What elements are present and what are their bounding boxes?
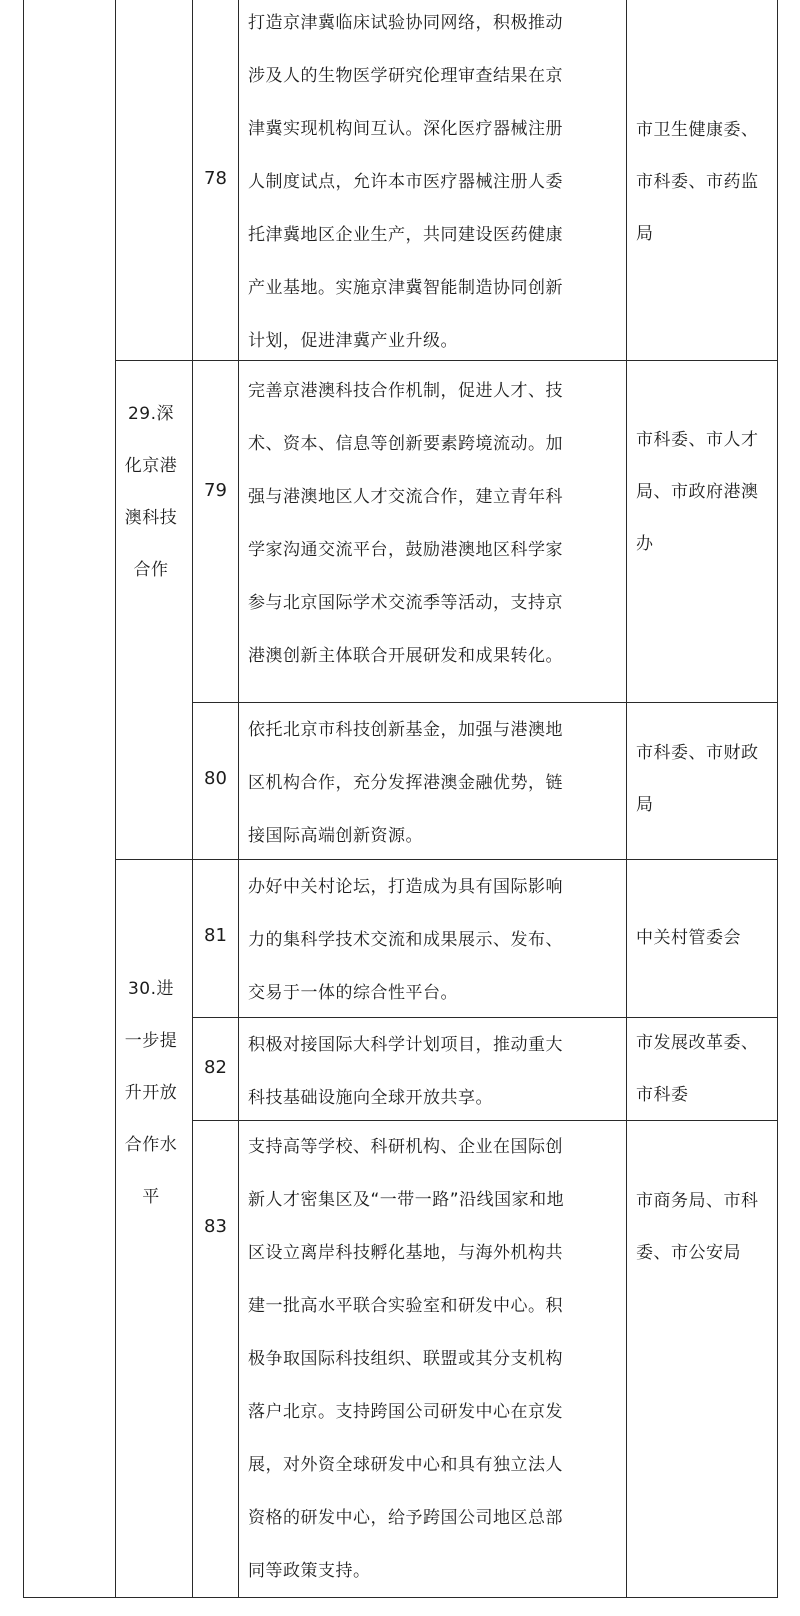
dept-line: 市卫生健康委、 [636, 120, 759, 140]
task-line: 接国际高端创新资源。 [248, 826, 423, 846]
dept-line: 市科委、市财政 [636, 743, 759, 763]
category-29 [116, 388, 186, 596]
number-column-left-rule [192, 0, 193, 1598]
category-line: 合作 [133, 560, 169, 580]
dept-line: 市科委 [636, 1085, 689, 1105]
task-line: 新人才密集区及“一带一路”沿线国家和地 [248, 1190, 565, 1210]
dept-line: 市发展改革委、 [636, 1033, 759, 1053]
task-cell-81 [246, 861, 610, 1020]
task-line: 完善京港澳科技合作机制，促进人才、技 [248, 381, 563, 401]
task-line: 区机构合作，充分发挥港澳金融优势，链 [248, 773, 563, 793]
task-line: 强与港澳地区人才交流合作，建立青年科 [248, 487, 563, 507]
task-line: 科技基础设施向全球开放共享。 [248, 1088, 493, 1108]
task-line: 学家沟通交流平台，鼓励港澳地区科学家 [248, 540, 563, 560]
dept-cell-81 [634, 912, 784, 964]
task-cell-82 [246, 1019, 610, 1125]
category-line: 29.深 [127, 404, 175, 424]
row-number-78: 78 [204, 168, 227, 189]
category-line: 合作水 [124, 1135, 178, 1155]
table-left-border [23, 0, 24, 1598]
task-line: 托津冀地区企业生产，共同建设医药健康 [248, 225, 563, 245]
task-cell-79 [246, 365, 610, 683]
dept-cell-80 [634, 727, 784, 831]
task-cell-78 [246, 0, 610, 368]
category-line: 化京港 [124, 456, 178, 476]
task-cell-83 [246, 1121, 610, 1598]
task-line: 交易于一体的综合性平台。 [248, 983, 458, 1003]
dept-line: 局 [636, 795, 654, 815]
task-line: 办好中关村论坛，打造成为具有国际影响 [248, 877, 563, 897]
task-line: 积极对接国际大科学计划项目，推动重大 [248, 1035, 563, 1055]
task-cell-80 [246, 704, 610, 863]
dept-line: 市科委、市人才 [636, 430, 759, 450]
dept-line: 局、市政府港澳 [636, 482, 759, 502]
task-line: 资格的研发中心，给予跨国公司地区总部 [248, 1508, 563, 1528]
task-line: 支持高等学校、科研机构、企业在国际创 [248, 1137, 563, 1157]
row-number-79: 79 [204, 480, 227, 501]
dept-column-left-rule [626, 0, 627, 1598]
dept-cell-83 [634, 1175, 784, 1279]
category-line: 澳科技 [124, 508, 178, 528]
category-line: 30.进 [127, 979, 175, 999]
task-line: 区设立离岸科技孵化基地，与海外机构共 [248, 1243, 563, 1263]
dept-line: 办 [636, 534, 654, 554]
row-number-81: 81 [204, 925, 227, 946]
dept-cell-82 [634, 1017, 784, 1121]
category-line: 升开放 [124, 1083, 178, 1103]
dept-line: 市商务局、市科 [636, 1191, 759, 1211]
task-line: 术、资本、信息等创新要素跨境流动。加 [248, 434, 563, 454]
row-number-82: 82 [204, 1057, 227, 1078]
dept-line: 中关村管委会 [636, 928, 741, 948]
task-line: 产业基地。实施京津冀智能制造协同创新 [248, 278, 563, 298]
task-line: 力的集科学技术交流和成果展示、发布、 [248, 930, 563, 950]
row-rule-79-80 [192, 702, 777, 703]
task-line: 人制度试点，允许本市医疗器械注册人委 [248, 172, 563, 192]
category-line: 平 [142, 1187, 160, 1207]
row-number-83: 83 [204, 1216, 227, 1237]
task-line: 涉及人的生物医学研究伦理审查结果在京 [248, 66, 563, 86]
task-column-left-rule [238, 0, 239, 1598]
task-line: 落户北京。支持跨国公司研发中心在京发 [248, 1402, 563, 1422]
task-line: 港澳创新主体联合开展研发和成果转化。 [248, 646, 563, 666]
category-line: 一步提 [124, 1031, 178, 1051]
row-number-80: 80 [204, 768, 227, 789]
category-30 [116, 963, 186, 1223]
task-line: 打造京津冀临床试验协同网络，积极推动 [248, 13, 563, 33]
task-line: 计划，促进津冀产业升级。 [248, 331, 458, 351]
dept-line: 委、市公安局 [636, 1243, 741, 1263]
dept-line: 市科委、市药监 [636, 172, 759, 192]
category-column-left-rule [115, 0, 116, 1598]
task-line: 展，对外资全球研发中心和具有独立法人 [248, 1455, 563, 1475]
task-line: 依托北京市科技创新基金，加强与港澳地 [248, 720, 563, 740]
task-line: 极争取国际科技组织、联盟或其分支机构 [248, 1349, 563, 1369]
dept-line: 局 [636, 224, 654, 244]
task-line: 建一批高水平联合实验室和研发中心。积 [248, 1296, 563, 1316]
task-line: 参与北京国际学术交流季等活动，支持京 [248, 593, 563, 613]
dept-cell-79 [634, 414, 784, 570]
task-line: 同等政策支持。 [248, 1561, 371, 1581]
task-line: 津冀实现机构间互认。深化医疗器械注册 [248, 119, 563, 139]
dept-cell-78 [634, 104, 784, 260]
